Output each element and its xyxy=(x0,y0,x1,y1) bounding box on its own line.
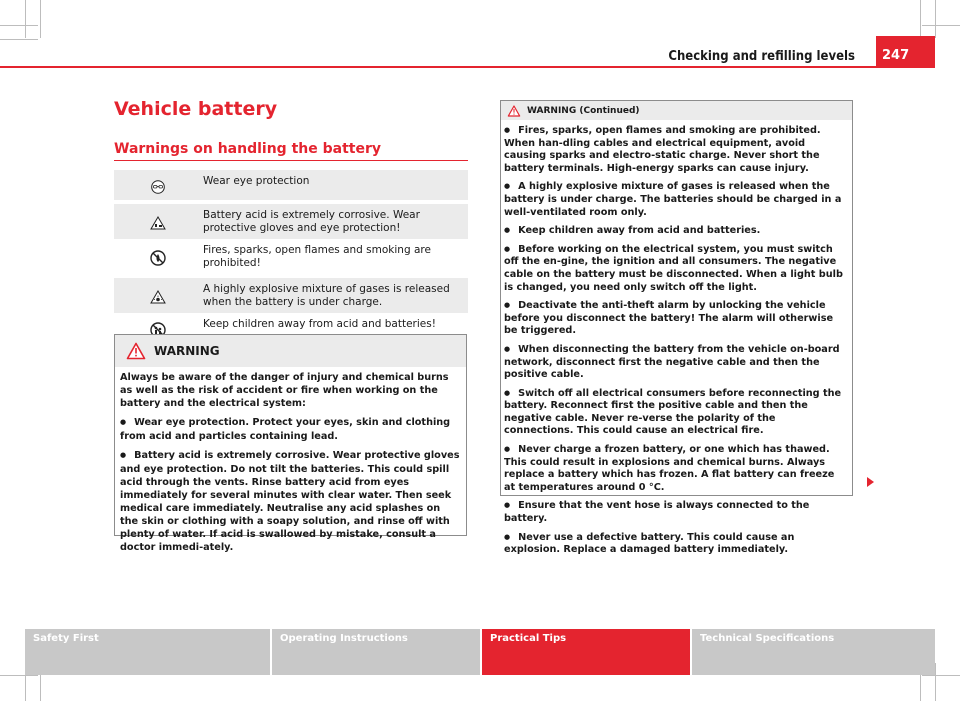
no-fire-icon xyxy=(114,239,201,274)
section-subtitle: Warnings on handling the battery xyxy=(114,141,381,157)
crop-mark xyxy=(935,0,936,38)
symbol-text: Wear eye protection xyxy=(203,175,310,187)
tab-operating-instructions[interactable]: Operating Instructions xyxy=(272,629,480,675)
warning-continued-box xyxy=(500,100,853,556)
continue-arrow-icon xyxy=(867,477,874,487)
crop-mark xyxy=(922,675,960,676)
warning-intro: Always be aware of the danger of injury and chemical burns as well as the risk of accident or fire when working on the battery and the electrical system: xyxy=(120,372,449,409)
symbol-table xyxy=(114,170,468,343)
warning-triangle-icon xyxy=(126,342,146,360)
eye-protection-icon xyxy=(114,170,201,200)
subtitle-rule xyxy=(114,160,468,161)
symbol-text: Fires, sparks, open flames and smoking are prohibited! xyxy=(203,244,431,269)
warning-triangle-icon xyxy=(507,105,521,117)
warning-bullet: ● When disconnecting the battery from the vehicle on-board network, disconnect first the negative cable and then the positive cable. xyxy=(504,344,846,382)
symbol-text: Keep children away from acid and batteries! xyxy=(203,318,436,330)
symbol-row xyxy=(114,239,468,274)
warning-header xyxy=(115,335,466,367)
warning-bullet: ● Switch off all electrical consumers before reconnecting the battery. Reconnect first the positive cable and then the negative cable. Never re-verse the polarity of the connections. This could cause an electrical fire. xyxy=(504,388,846,438)
warning-continued-header xyxy=(501,101,852,120)
warning-bullet: ● Deactivate the anti-theft alarm by unlocking the vehicle before you disconnect the battery! The alarm will otherwise be triggered. xyxy=(504,300,846,338)
warning-bullet: ● Wear eye protection. Protect your eyes, skin and clothing from acid and particles containing lead. xyxy=(120,416,460,443)
tab-practical-tips[interactable]: Practical Tips xyxy=(482,629,690,675)
crop-mark xyxy=(920,0,921,38)
crop-mark xyxy=(922,25,960,26)
warning-continued-label: WARNING (Continued) xyxy=(527,105,640,116)
crop-mark xyxy=(0,39,38,40)
warning-bullet: ● Before working on the electrical system, you must switch off the en-gine, the ignition and all consumers. The negative cable on the battery must be disconnected. When a light bulb is changed, you need only switch off the light. xyxy=(504,244,846,294)
warning-continued-body xyxy=(501,120,852,557)
crop-mark xyxy=(935,663,936,701)
page-number: 247 xyxy=(876,36,935,68)
warning-bullet: ● A highly explosive mixture of gases is released when the battery is under charge. The batteries should be charged in a well-ventilated room only. xyxy=(504,181,846,219)
footer-tabs xyxy=(25,629,935,675)
warning-bullet: ● Fires, sparks, open flames and smoking are prohibited. When han-dling cables and electrical equipment, avoid causing sparks and electro-static charge. Never short the battery terminals. High-energy sparks can cause injury. xyxy=(504,125,846,175)
crop-mark xyxy=(25,0,26,38)
symbol-text: A highly explosive mixture of gases is released when the battery is under charge. xyxy=(203,283,450,308)
corrosive-acid-icon xyxy=(114,204,201,239)
warning-bullet: ● Ensure that the vent hose is always connected to the battery. xyxy=(504,500,846,525)
header-rule xyxy=(0,66,935,68)
warning-bullet: ● Keep children away from acid and batteries. xyxy=(504,225,846,238)
page-title: Vehicle battery xyxy=(114,98,278,120)
explosive-gas-icon xyxy=(114,278,201,313)
warning-bullet: ● Never charge a frozen battery, or one which has thawed. This could result in explosions and chemical burns. Always replace a battery which has frozen. A flat battery can freeze at temperatures around 0 °C. xyxy=(504,444,846,494)
symbol-row xyxy=(114,200,468,239)
section-title: Checking and refilling levels xyxy=(668,49,855,64)
warning-bullet: ● Battery acid is extremely corrosive. Wear protective gloves and eye protection. Do not tilt the batteries. This could spill acid through the vents. Rinse battery acid from eyes immediately for several minutes with clear water. Then seek medical care immediately. Neutralise any acid splashes on the skin or clothing with a soapy solution, and rinse off with plenty of water. If acid is swallowed by mistake, consult a doctor immedi-ately. xyxy=(120,449,460,554)
crop-mark xyxy=(40,0,41,38)
symbol-row xyxy=(114,170,468,200)
symbol-text: Battery acid is extremely corrosive. Wear protective gloves and eye protection! xyxy=(203,209,420,234)
warning-bullet: ● Never use a defective battery. This could cause an explosion. Replace a damaged battery immediately. xyxy=(504,532,846,557)
warning-body xyxy=(115,367,466,554)
warning-box xyxy=(114,334,467,553)
crop-mark xyxy=(0,675,38,676)
warning-label: WARNING xyxy=(154,344,220,358)
symbol-row xyxy=(114,274,468,313)
crop-mark xyxy=(0,25,38,26)
tab-technical-specifications[interactable]: Technical Specifications xyxy=(692,629,935,675)
tab-safety-first[interactable]: Safety First xyxy=(25,629,270,675)
